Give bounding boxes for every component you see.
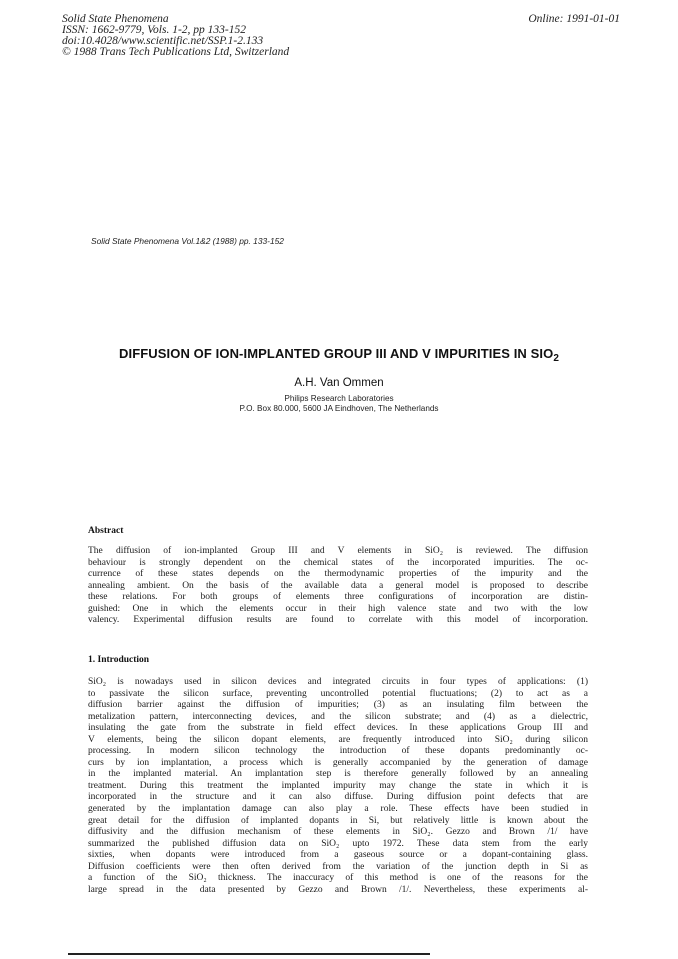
intro-line: SiO₂ is nowadays used in silicon devices and integrated circuits in four types of applications: (1) [88, 677, 588, 687]
abstract-heading: Abstract [88, 526, 124, 536]
abstract-line: these relations. For both groups of elements three configurations of incorporation are distin- [88, 592, 588, 603]
affiliation-institution: Philips Research Laboratories [284, 394, 394, 403]
abstract-line: The diffusion of ion-implanted Group III and V elements in SiO₂ is reviewed. The diffusion [88, 546, 588, 556]
abstract-text [88, 546, 588, 627]
intro-line: treatment. During this treatment the implanted impurity may change the state in which it is [88, 780, 588, 791]
abstract-line: valency. Experimental diffusion results are found to correlate with this model of incorporation. [88, 615, 588, 626]
intro-line: processing. In modern silicon technology the introduction of these dopants predominantly oc- [88, 746, 588, 757]
intro-line: summarized the published diffusion data on SiO₂ upto 1972. These data stem from the early [88, 838, 588, 849]
paper-title [0, 346, 678, 364]
introduction-heading: 1. Introduction [88, 655, 150, 665]
intro-line: V elements, being the silicon dopant elements, are frequently introduced into SiO₂ during silicon [88, 734, 588, 745]
intro-line: a function of the SiO₂ thickness. The inaccuracy of this method is one of the reasons for the [88, 873, 588, 884]
intro-line: generated by the implantation damage can also play a role. These effects have been studied in [88, 804, 588, 815]
abstract-line: guished: One in which the elements occur in their high valence state and two with the low [88, 603, 588, 614]
intro-line: large spread in the data presented by Gezzo and Brown /1/. Nevertheless, these experiments al- [88, 884, 588, 895]
header-line-copyright: © 1988 Trans Tech Publications Ltd, Switzerland [62, 46, 290, 58]
header-line-doi: doi:10.4028/www.scientific.net/SSP.1-2.133 [62, 35, 264, 47]
footer-rule [68, 953, 430, 955]
header-line-journal: Solid State Phenomena [62, 13, 169, 25]
abstract-line: behaviour is strongly dependent on the chemical states of the incorporated impurities. The oc- [88, 557, 588, 568]
author-name: A.H. Van Ommen [294, 377, 384, 389]
abstract-line: annealing ambient. On the basis of the available data a general model is proposed to describe [88, 580, 588, 591]
intro-line: diffusivity and the diffusion mechanism of these elements in SiO₂. Gezzo and Brown /1/ have [88, 827, 588, 838]
header-line-issn: ISSN: 1662-9779, Vols. 1-2, pp 133-152 [62, 24, 246, 36]
intro-line: in the implanted material. An implantation step is therefore generally followed by an annealing [88, 769, 588, 780]
abstract-line: currence of these states depends on the thermodynamic properties of the impurity and the [88, 569, 588, 580]
publication-header [62, 14, 289, 58]
paper-title-subscript: 2 [553, 353, 559, 364]
online-date: Online: 1991-01-01 [528, 13, 620, 25]
intro-line: to passivate the silicon surface, preventing uncontrolled potential fluctuations; (2) to act as a [88, 688, 588, 699]
paper-title-main: DIFFUSION OF ION-IMPLANTED GROUP III AND V IMPURITIES IN SIO [119, 346, 554, 361]
introduction-text [88, 677, 588, 896]
intro-line: insulating the gate from the substrate in field effect devices. In these applications Group III and [88, 723, 588, 734]
intro-line: curs by ion implantation, a process which is generally accompanied by the generation of damage [88, 757, 588, 768]
intro-line: metalization pattern, interconnecting devices, and the silicon substrate; and (4) as a dielectric, [88, 711, 588, 722]
intro-line: diffusion barrier against the diffusion of impurities; (3) as an insulating film between the [88, 700, 588, 711]
journal-citation: Solid State Phenomena Vol.1&2 (1988) pp. 133-152 [91, 236, 284, 246]
affiliation-address: P.O. Box 80.000, 5600 JA Eindhoven, The Netherlands [239, 404, 439, 413]
intro-line: incorporated in the structure and it can also diffuse. During diffusion point defects that are [88, 792, 588, 803]
intro-line: sixties, when dopants were introduced from a gaseous source or a dopant-containing glass. [88, 850, 588, 861]
intro-line: Diffusion coefficients were then often derived from the variation of the junction depth in Si as [88, 861, 588, 872]
intro-line: great detail for the diffusion of implanted dopants in Si, but relatively little is known about the [88, 815, 588, 826]
